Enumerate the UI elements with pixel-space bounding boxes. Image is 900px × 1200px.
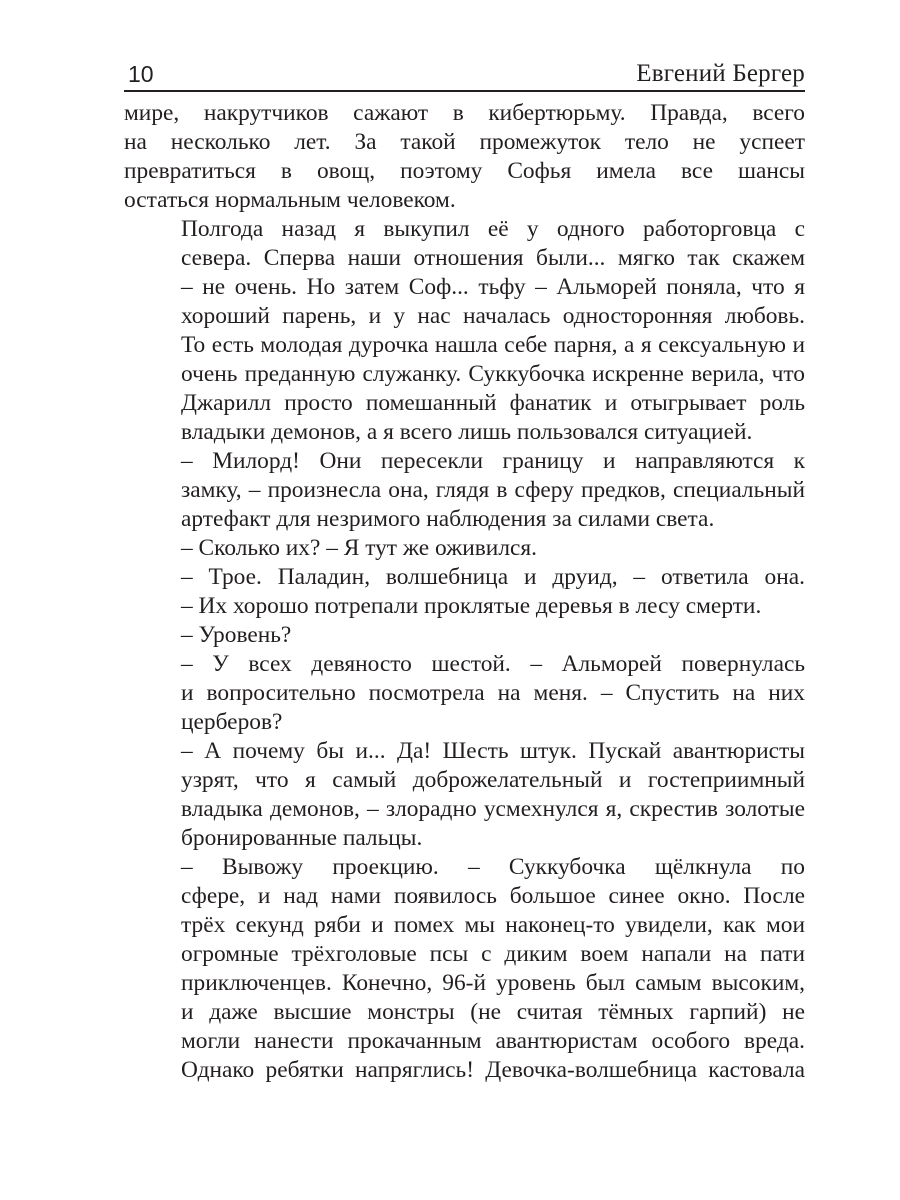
text-line: Полгода назад я выкупил её у одного работорговца с [181,216,805,242]
text-line: церберов? [181,709,283,735]
text-line: владыка демонов, – злорадно усмехнулся я, скрестив золотые [181,796,805,822]
paragraph [124,737,805,853]
paragraph [124,621,805,650]
text-line: То есть молодая дурочка нашла себе парня, а я сексуальную и [181,332,805,358]
paragraph [124,215,805,447]
text-line: замку, – произнесла она, глядя в сферу предков, специальный [181,477,805,503]
text-line: – не очень. Но затем Соф... тьфу – Альморей поняла, что я [181,274,805,300]
text-line: на несколько лет. За такой промежуток тело не успеет [124,129,805,155]
text-line: артефакт для незримого наблюдения за силами света. [181,506,715,532]
paragraph [124,650,805,737]
text-line: превратиться в овощ, поэтому Софья имела все шансы [124,158,805,184]
text-line: остаться нормальным человеком. [124,187,456,213]
text-line: – У всех девяносто шестой. – Альморей повернулась [181,651,805,677]
text-line: – Милорд! Они пересекли границу и направляются к [181,448,805,474]
text-line: севера. Сперва наши отношения были... мягко так скажем [181,245,805,271]
text-line: – Их хорошо потрепали проклятые деревья в лесу смерти. [181,593,762,619]
text-line: хороший парень, и у нас началась односторонняя любовь. [181,303,805,329]
text-line: бронированные пальцы. [181,825,423,851]
author-name: Евгений Бергер [636,60,805,87]
text-line: приключенцев. Конечно, 96-й уровень был самым высоким, [181,970,805,996]
text-line: – Сколько их? – Я тут же оживился. [181,535,537,561]
body-text [124,99,805,1085]
text-line: – Уровень? [181,622,292,648]
paragraph [124,534,805,563]
book-page [124,56,805,1085]
text-line: сфере, и над нами появилось большое синее окно. После [181,883,805,909]
text-line: владыки демонов, а я всего лишь пользовался ситуацией. [181,419,753,445]
text-line: – А почему бы и... Да! Шесть штук. Пускай авантюристы [181,738,805,764]
text-line: узрят, что я самый доброжелательный и гостеприимный [181,767,805,793]
text-line: огромные трёхголовые псы с диким воем напали на пати [181,941,805,967]
page-number: 10 [128,61,154,87]
paragraph [124,563,805,621]
text-line: – Вывожу проекцию. – Суккубочка щёлкнула по [181,854,805,880]
paragraph [124,99,805,215]
text-line: мире, накрутчиков сажают в кибертюрьму. Правда, всего [124,100,805,126]
text-line: очень преданную служанку. Суккубочка искренне верила, что [181,361,805,387]
text-line: и вопросительно посмотрела на меня. – Спустить на них [181,680,805,706]
running-header [124,56,805,92]
text-line: Однако ребятки напряглись! Девочка-волшебница кастовала [181,1057,805,1083]
text-line: Джарилл просто помешанный фанатик и отыгрывает роль [181,390,805,416]
text-line: трёх секунд ряби и помех мы наконец-то увидели, как мои [181,912,805,938]
text-line: и даже высшие монстры (не считая тёмных гарпий) не [181,999,805,1025]
paragraph [124,853,805,1085]
text-line: – Трое. Паладин, волшебница и друид, – ответила она. [181,564,805,590]
paragraph [124,447,805,534]
text-line: могли нанести прокачанным авантюристам особого вреда. [181,1028,805,1054]
